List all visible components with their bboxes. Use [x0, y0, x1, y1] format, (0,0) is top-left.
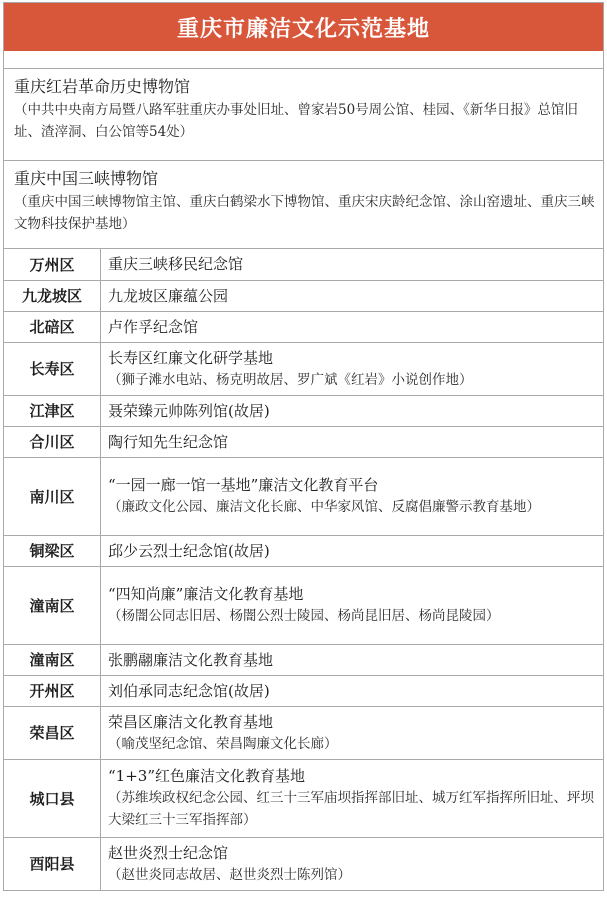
site-name: 张鹏翮廉洁文化教育基地 — [108, 650, 274, 669]
table-row — [4, 759, 603, 837]
base-table — [3, 2, 604, 891]
site-detail: （狮子滩水电站、杨克明故居、罗广斌《红岩》小说创作地） — [108, 371, 473, 388]
table-row — [4, 342, 603, 395]
site-cell — [101, 566, 604, 644]
site-cell — [101, 457, 604, 535]
site-name: “四知尚廉”廉洁文化教育基地 — [108, 585, 304, 603]
site-name: “一园一廊一馆一基地”廉洁文化教育平台 — [108, 476, 379, 494]
site-name: “1+3”红色廉洁文化教育基地 — [108, 767, 305, 785]
site-cell — [101, 280, 604, 311]
region-name: 潼南区 — [4, 644, 101, 675]
site-detail: （赵世炎同志故居、赵世炎烈士陈列馆） — [108, 866, 351, 883]
museum-name: 重庆中国三峡博物馆 — [14, 169, 159, 188]
region-name: 开州区 — [4, 675, 101, 706]
site-name: 卢作孚纪念馆 — [108, 317, 199, 336]
table-row — [4, 280, 603, 311]
site-cell — [101, 759, 604, 837]
museum-detail: （重庆中国三峡博物馆主馆、重庆白鹤梁水下博物馆、重庆宋庆龄纪念馆、涂山窑遗址、重庆三峡文物科技保护基地） — [14, 194, 595, 232]
region-name: 九龙坡区 — [4, 280, 101, 311]
table-row — [4, 837, 603, 890]
site-cell — [101, 837, 604, 890]
site-cell — [101, 535, 604, 566]
table-row — [4, 457, 603, 535]
site-detail: （苏维埃政权纪念公园、红三十三军庙坝指挥部旧址、城万红军指挥所旧址、坪坝大梁红三十三军指挥部） — [108, 790, 594, 828]
site-cell — [101, 249, 604, 280]
region-name: 长寿区 — [4, 342, 101, 395]
region-name: 荣昌区 — [4, 706, 101, 759]
museum-block-sanxia — [4, 161, 603, 249]
site-name: 九龙坡区廉蕴公园 — [108, 286, 229, 305]
site-name: 荣昌区廉洁文化教育基地 — [108, 712, 274, 731]
region-name: 城口县 — [4, 759, 101, 837]
title-spacer — [4, 51, 603, 69]
museum-detail: （中共中央南方局暨八路军驻重庆办事处旧址、曾家岩50号周公馆、桂园、《新华日报》总馆旧址、渣滓洞、白公馆等54处） — [14, 102, 578, 140]
site-cell — [101, 675, 604, 706]
region-name: 合川区 — [4, 426, 101, 457]
site-name: 陶行知先生纪念馆 — [108, 432, 229, 451]
site-name: 刘伯承同志纪念馆(故居) — [108, 681, 270, 700]
site-cell — [101, 311, 604, 342]
site-name: 赵世炎烈士纪念馆 — [108, 843, 229, 862]
region-name: 南川区 — [4, 457, 101, 535]
site-name: 重庆三峡移民纪念馆 — [108, 255, 244, 274]
table-row — [4, 566, 603, 644]
table-title: 重庆市廉洁文化示范基地 — [4, 3, 603, 51]
table-row — [4, 675, 603, 706]
region-name: 酉阳县 — [4, 837, 101, 890]
table-row — [4, 249, 603, 280]
table-row — [4, 426, 603, 457]
site-detail: （喻茂坚纪念馆、荣昌陶廉文化长廊） — [108, 735, 338, 752]
table-row — [4, 706, 603, 759]
museum-name: 重庆红岩革命历史博物馆 — [14, 77, 191, 96]
region-name: 万州区 — [4, 249, 101, 280]
site-name: 邱少云烈士纪念馆(故居) — [108, 541, 270, 560]
table-row — [4, 644, 603, 675]
site-cell — [101, 342, 604, 395]
table-row — [4, 311, 603, 342]
site-cell — [101, 426, 604, 457]
table-row — [4, 395, 603, 426]
region-name: 铜梁区 — [4, 535, 101, 566]
table-row — [4, 535, 603, 566]
site-cell — [101, 644, 604, 675]
site-detail: （杨闇公同志旧居、杨闇公烈士陵园、杨尚昆旧居、杨尚昆陵园） — [108, 608, 500, 624]
site-cell — [101, 706, 604, 759]
site-name: 聂荣臻元帅陈列馆(故居) — [108, 401, 270, 420]
site-name: 长寿区红廉文化研学基地 — [108, 348, 274, 367]
site-cell — [101, 395, 604, 426]
region-table — [4, 249, 603, 890]
region-name: 北碚区 — [4, 311, 101, 342]
museum-block-hongyan — [4, 69, 603, 161]
region-name: 潼南区 — [4, 566, 101, 644]
region-name: 江津区 — [4, 395, 101, 426]
site-detail: （廉政文化公园、廉洁文化长廊、中华家风馆、反腐倡廉警示教育基地） — [108, 499, 540, 515]
